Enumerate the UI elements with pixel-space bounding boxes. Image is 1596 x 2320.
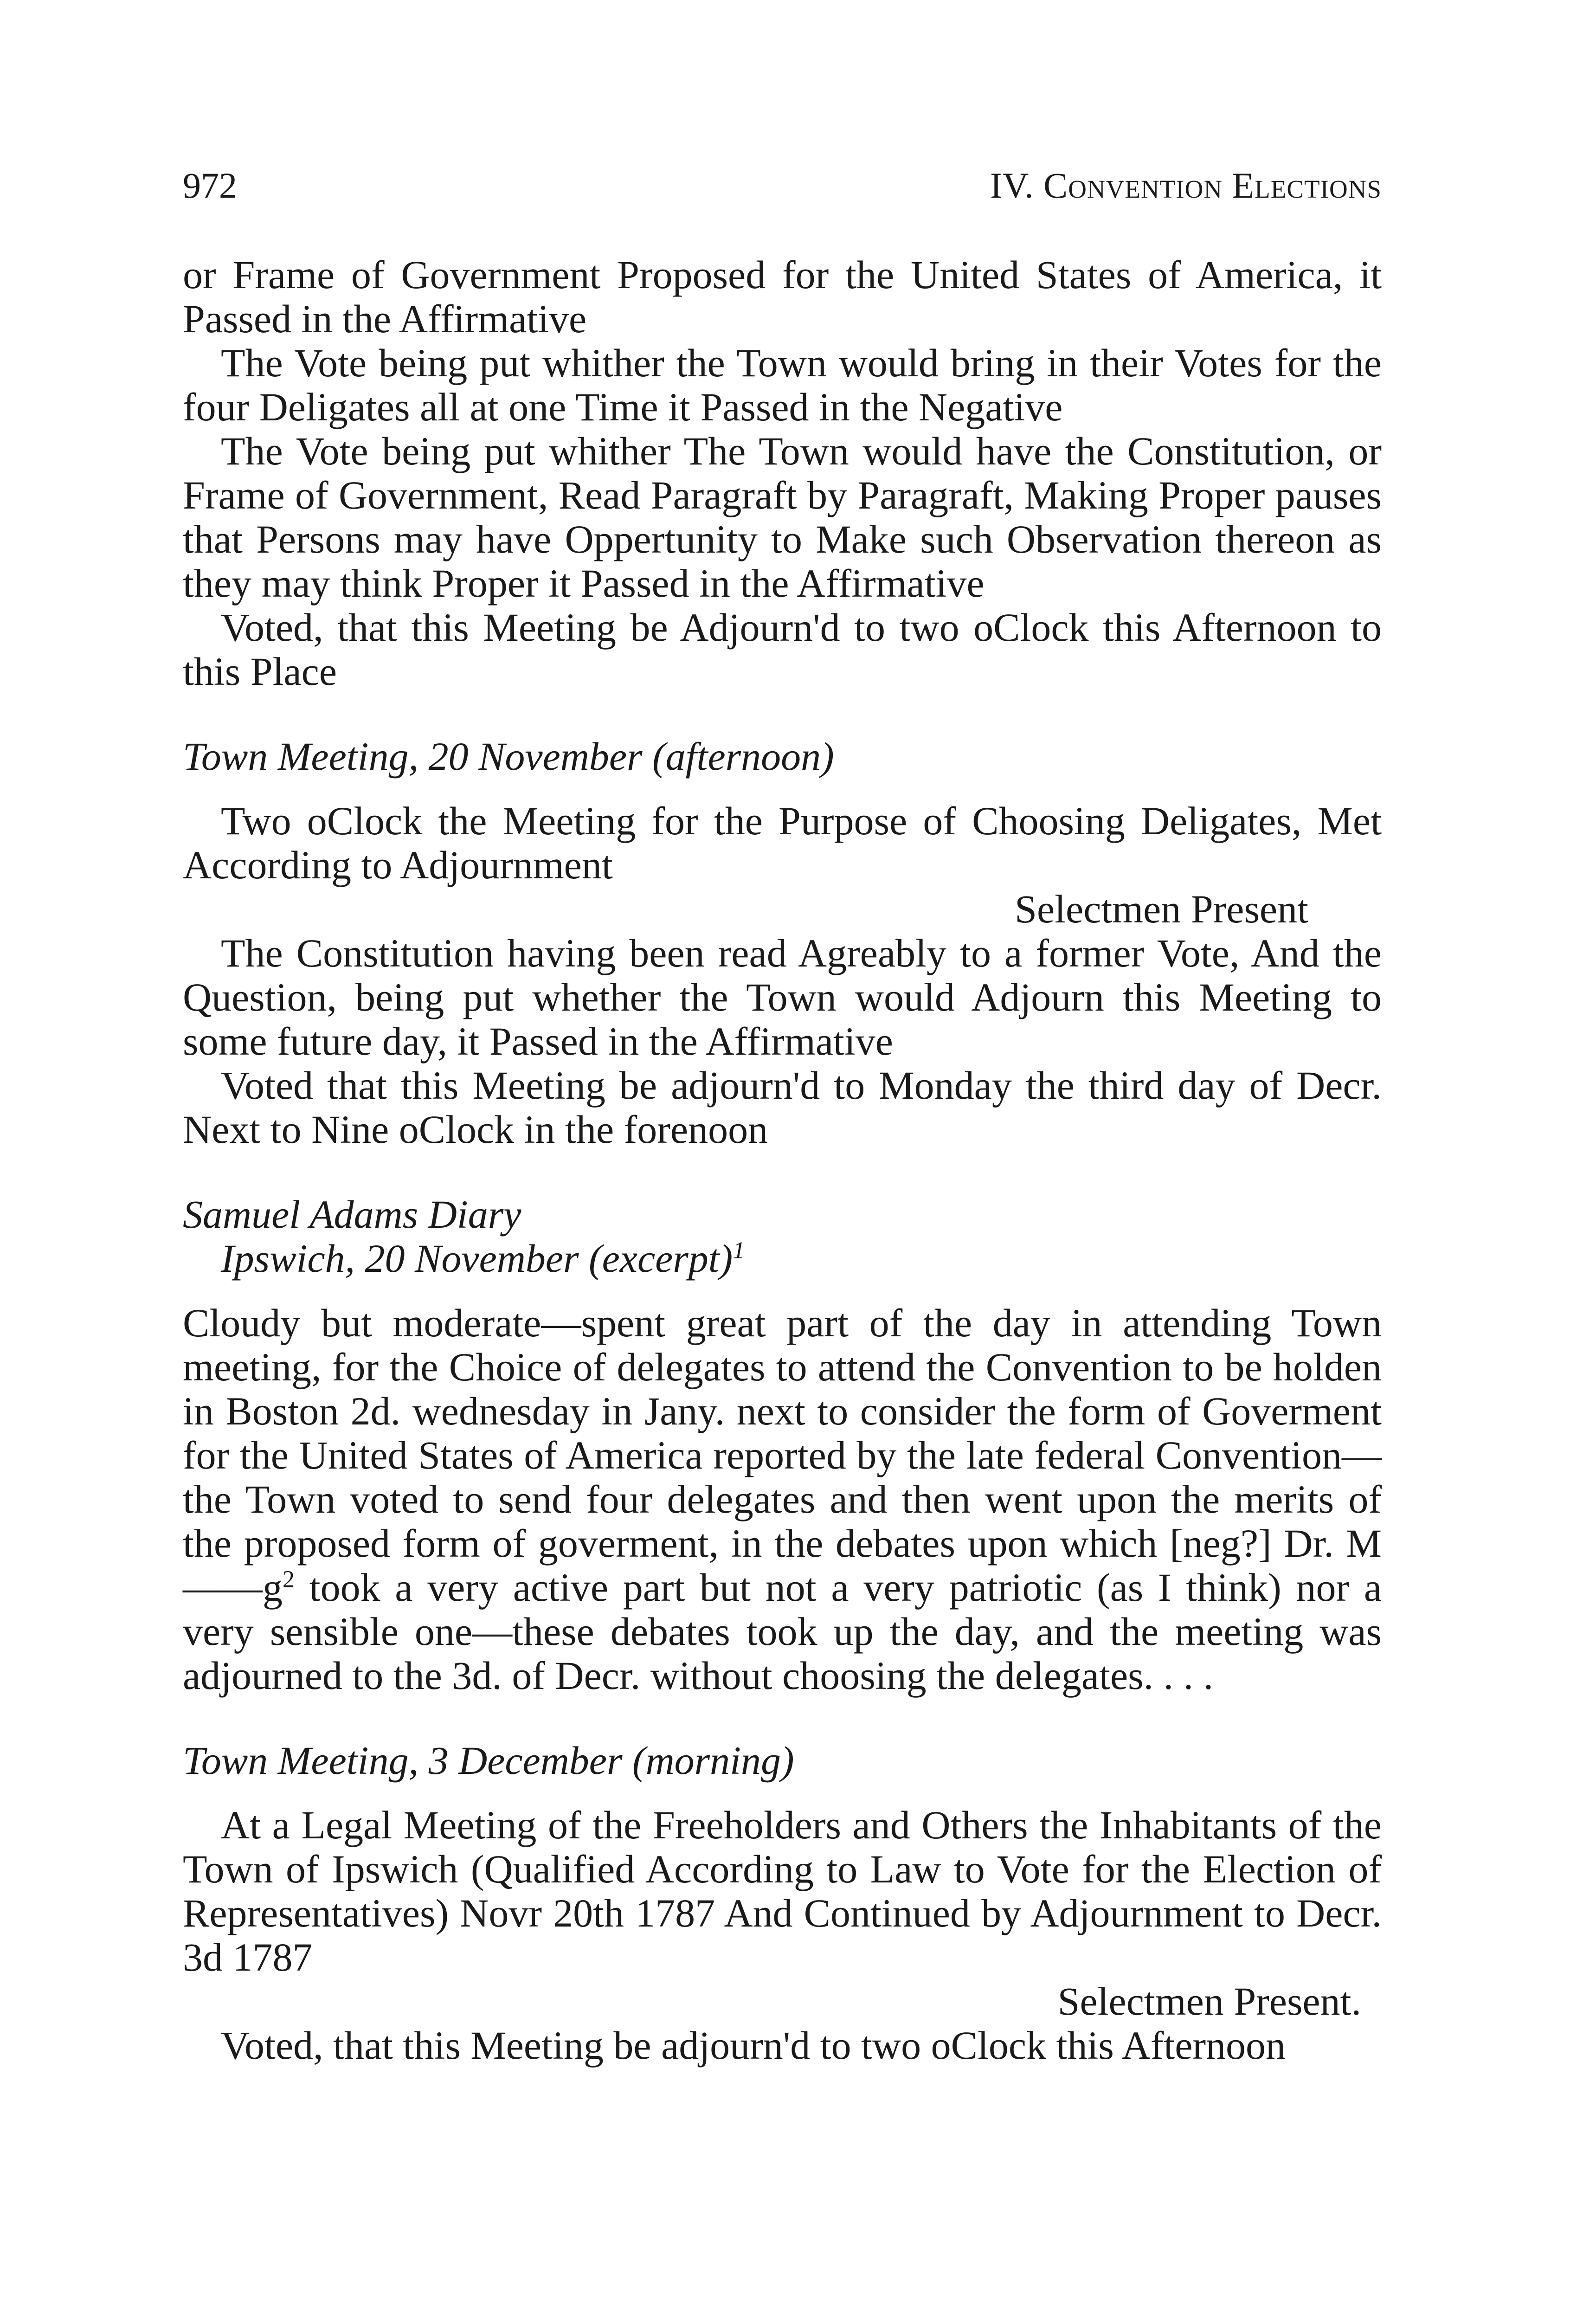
footnote-ref: 2: [283, 1566, 295, 1593]
paragraph-voted-adjourn: Voted, that this Meeting be Adjourn'd to two oClock this Afternoon to this Place: [183, 605, 1382, 694]
paragraph-adams-diary: [183, 1301, 1382, 1698]
page-number: 972: [183, 165, 237, 206]
paragraph-legal-meeting: At a Legal Meeting of the Freeholders and Others the Inhabitants of the Town of Ipswich (Qualified According to Law to Vote for the Election of Representatives) Novr 20th 1787 And Continued by Adjournment to Decr. 3d 1787: [183, 1803, 1382, 1979]
running-section-title: IV. Convention Elections: [990, 165, 1382, 206]
paragraph-voted-adjourn-afternoon: Voted, that this Meeting be adjourn'd to two oClock this Afternoon: [221, 2023, 1286, 2068]
paragraph-constitution-read: The Constitution having been read Agreably to a former Vote, And the Question, being put whether the Town would Adjourn this Meeting to some future day, it Passed in the Affirmative: [183, 931, 1382, 1063]
diary-text-part2: took a very active part but not a very patriotic (as I think) nor a very sensible one—these debates took up the day, and the meeting was adjourned to the 3d. of Decr. without choosing the delegates. . . .: [183, 1565, 1382, 1698]
section-heading-dec3-morning: Town Meeting, 3 December (morning): [183, 1738, 794, 1783]
document-body: [183, 253, 1382, 2068]
running-head: [183, 160, 1382, 211]
footnote-ref: 1: [733, 1237, 745, 1264]
section-heading-nov20-afternoon: Town Meeting, 20 November (afternoon): [183, 734, 834, 779]
subheading-text: Ipswich, 20 November (excerpt): [221, 1236, 733, 1281]
diary-text-part1: Cloudy but moderate—spent great part of the day in attending Town meeting, for the Choice of delegates to attend the Convention to be holden in Boston 2d. wednesday in Jany. next to consider the form of Goverment for the United States of America reported by the late federal Convention—the Town voted to send four delegates and then went upon the merits of the proposed form of goverment, in the debates upon which [neg?] Dr. M——g: [183, 1301, 1382, 1610]
section-subheading-ipswich: [183, 1237, 1382, 1281]
paragraph-voted-adjourn-monday: Voted that this Meeting be adjourn'd to Monday the third day of Decr. Next to Nine oClock in the forenoon: [183, 1063, 1382, 1152]
paragraph-continued: or Frame of Government Proposed for the United States of America, it Passed in the Affirmative: [183, 252, 1382, 341]
selectmen-present-note: Selectmen Present.: [1057, 1979, 1361, 2024]
selectmen-present-note: Selectmen Present: [1015, 887, 1308, 931]
paragraph-vote-delegates: The Vote being put whither the Town would bring in their Votes for the four Deligates all at one Time it Passed in the Negative: [183, 341, 1382, 429]
paragraph-vote-read-constitution: The Vote being put whither The Town would have the Constitution, or Frame of Government, Read Paragraft by Paragraft, Making Proper pauses that Persons may have Oppertunity to Make such Observation thereon as they may think Proper it Passed in the Affirmative: [183, 429, 1382, 606]
section-heading-adams-diary: Samuel Adams Diary: [183, 1192, 521, 1237]
paragraph-meeting-met: Two oClock the Meeting for the Purpose of Choosing Deligates, Met According to Adjournment: [183, 799, 1382, 887]
